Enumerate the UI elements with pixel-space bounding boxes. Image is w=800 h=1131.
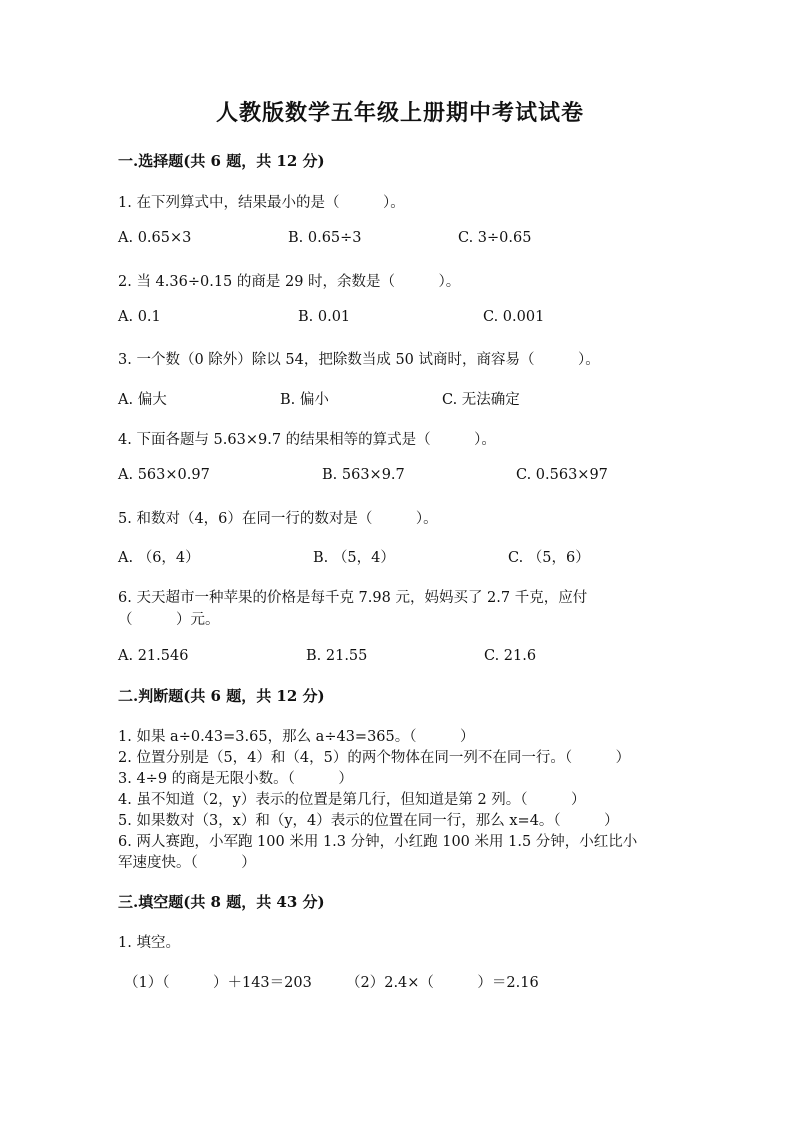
true-false-item-4: 4. 虽不知道（2，y）表示的位置是第几行，但知道是第 2 列。（ ） <box>118 792 586 808</box>
choice-question-6-line2: （ ）元。 <box>118 612 220 628</box>
section-heading-choice: 一.选择题(共 6 题，共 12 分) <box>118 152 325 170</box>
choice-q2-option-a: A. 0.1 <box>118 309 161 325</box>
choice-q5-option-b: B. （5，4） <box>313 550 395 566</box>
exam-title: 人教版数学五年级上册期中考试试卷 <box>215 100 584 126</box>
choice-q1-option-c: C. 3÷0.65 <box>458 230 532 246</box>
choice-q4-option-b: B. 563×9.7 <box>322 467 405 483</box>
section-heading-true-false: 二.判断题(共 6 题，共 12 分) <box>118 687 325 705</box>
choice-question-2: 2. 当 4.36÷0.15 的商是 29 时，余数是（ ）。 <box>118 274 461 290</box>
fill-in-q1-part-1: （1）（ ）＋143＝203 <box>124 975 312 991</box>
choice-q2-option-b: B. 0.01 <box>298 309 351 325</box>
true-false-item-3: 3. 4÷9 的商是无限小数。（ ） <box>118 771 353 787</box>
choice-q1-option-b: B. 0.65÷3 <box>288 230 362 246</box>
choice-question-1: 1. 在下列算式中，结果最小的是（ ）。 <box>118 195 405 211</box>
choice-q6-option-b: B. 21.55 <box>306 648 368 664</box>
true-false-item-1: 1. 如果 a÷0.43=3.65，那么 a÷43=365。（ ） <box>118 729 475 745</box>
choice-question-5: 5. 和数对（4，6）在同一行的数对是（ ）。 <box>118 511 438 527</box>
choice-q3-option-a: A. 偏大 <box>118 392 167 408</box>
choice-q4-option-c: C. 0.563×97 <box>516 467 608 483</box>
choice-q4-option-a: A. 563×0.97 <box>118 467 210 483</box>
choice-q5-option-c: C. （5，6） <box>508 550 590 566</box>
true-false-item-6: 6. 两人赛跑，小军跑 100 米用 1.3 分钟，小红跑 100 米用 1.5 分钟，小红比小 <box>118 834 638 850</box>
choice-q3-option-b: B. 偏小 <box>280 392 329 408</box>
true-false-item-6-line2: 军速度快。（ ） <box>118 855 256 871</box>
choice-question-6: 6. 天天超市一种苹果的价格是每千克 7.98 元，妈妈买了 2.7 千克，应付 <box>118 590 588 606</box>
choice-q6-option-a: A. 21.546 <box>118 648 189 664</box>
choice-q3-option-c: C. 无法确定 <box>442 392 520 408</box>
fill-in-question-1: 1. 填空。 <box>118 935 180 951</box>
true-false-item-5: 5. 如果数对（3，x）和（y，4）表示的位置在同一行，那么 x=4。（ ） <box>118 813 619 829</box>
section-heading-fill-in: 三.填空题(共 8 题，共 43 分) <box>118 893 325 911</box>
choice-q1-option-a: A. 0.65×3 <box>118 230 192 246</box>
choice-q2-option-c: C. 0.001 <box>483 309 545 325</box>
choice-q5-option-a: A. （6，4） <box>118 550 200 566</box>
fill-in-q1-part-2: （2）2.4×（ ）＝2.16 <box>346 975 539 991</box>
choice-question-4: 4. 下面各题与 5.63×9.7 的结果相等的算式是（ ）。 <box>118 432 496 448</box>
choice-question-3: 3. 一个数（0 除外）除以 54，把除数当成 50 试商时，商容易（ ）。 <box>118 352 600 368</box>
choice-q6-option-c: C. 21.6 <box>484 648 537 664</box>
true-false-item-2: 2. 位置分别是（5，4）和（4，5）的两个物体在同一列不在同一行。（ ） <box>118 750 631 766</box>
